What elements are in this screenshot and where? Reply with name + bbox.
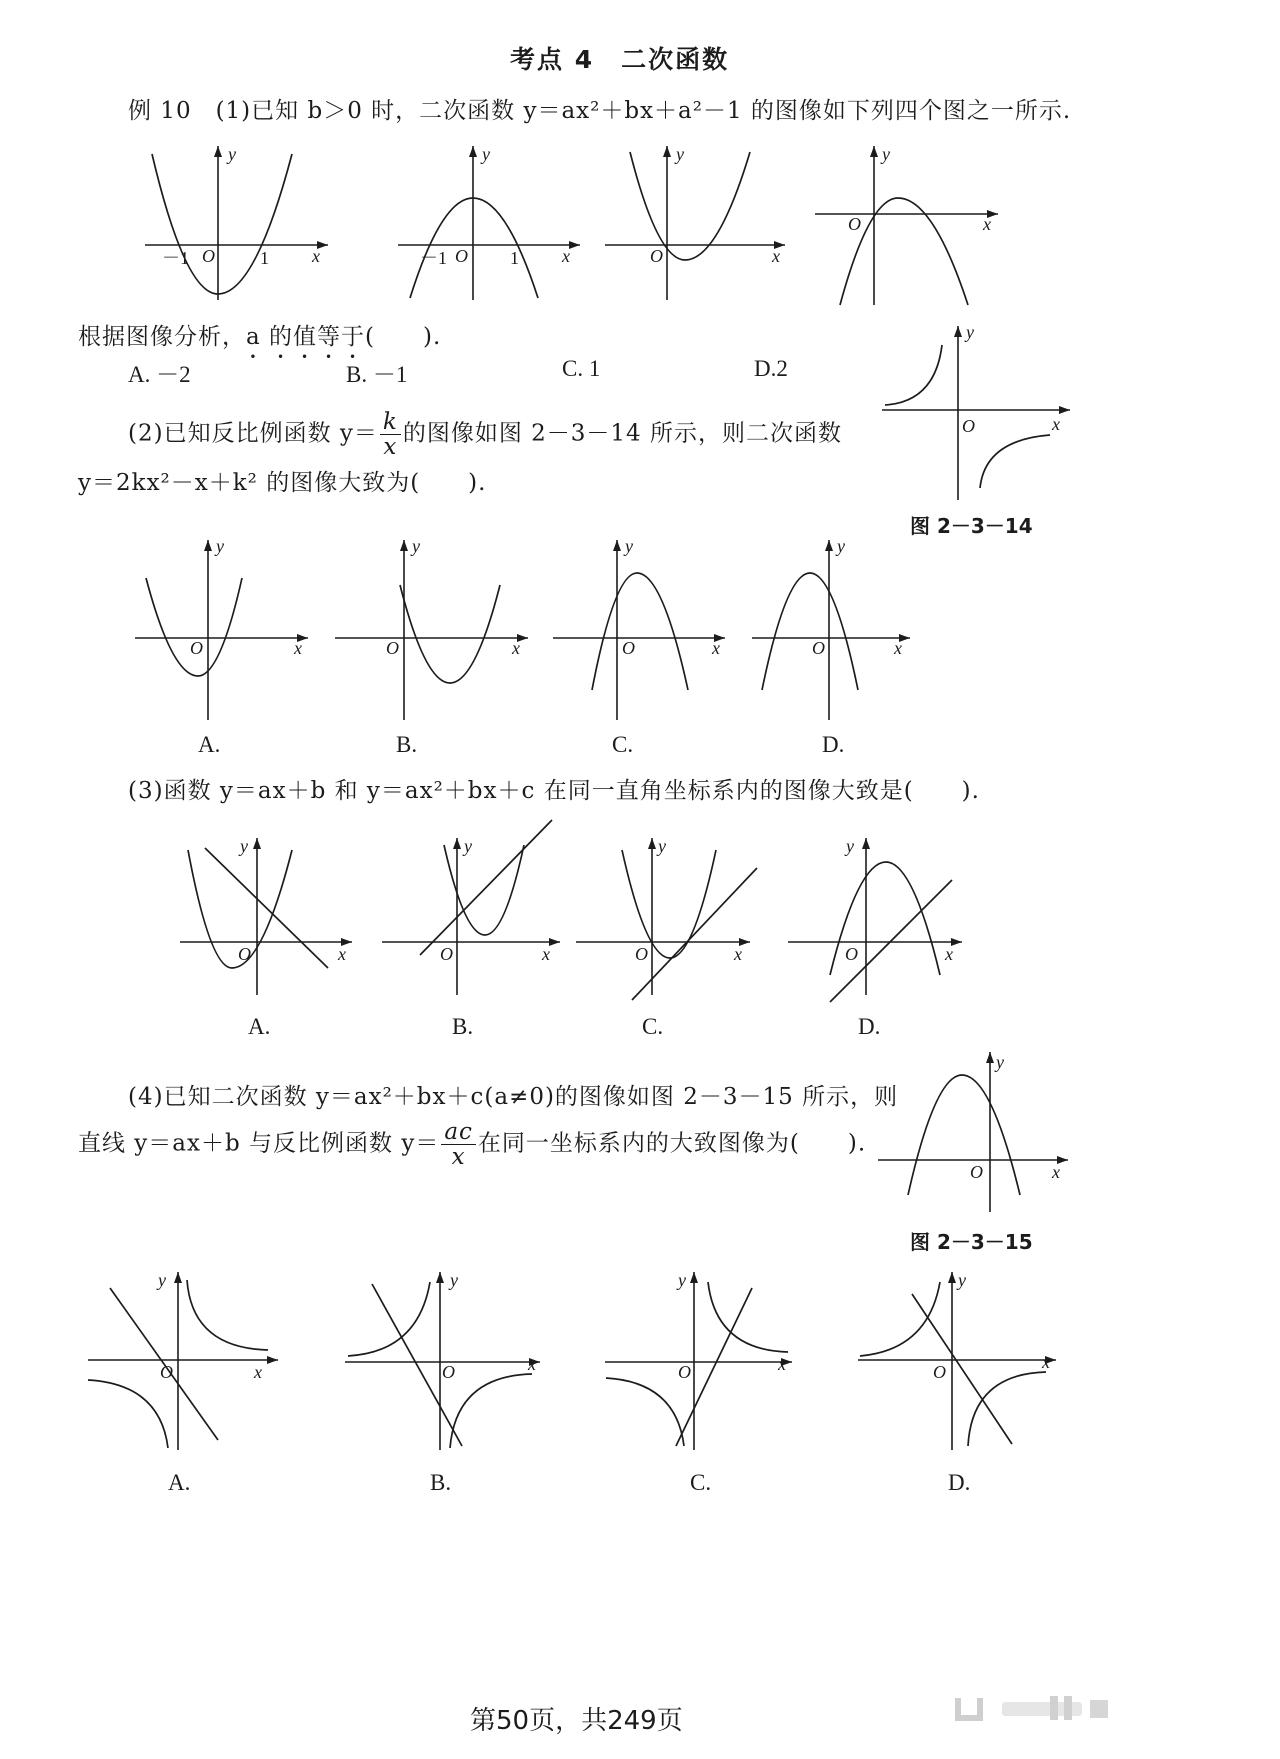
y-axis-label: y: [482, 144, 490, 164]
y-axis-label: y: [158, 1270, 166, 1290]
x-axis-label: x: [512, 638, 520, 658]
x-axis-label: x: [294, 638, 302, 658]
hyperbola-branch-3rd-quadrant: [88, 1380, 168, 1448]
y-axis-arrow: [214, 146, 222, 157]
q2-fraction-num: k: [380, 410, 401, 435]
x-axis-label: x: [734, 944, 742, 964]
q4-option-c[interactable]: C.: [690, 1470, 712, 1495]
y-axis-arrow: [174, 1272, 182, 1283]
y-axis-label: y: [678, 1270, 686, 1290]
line: [110, 1288, 218, 1440]
q1-graph-1: [145, 144, 328, 300]
parabola: [592, 573, 688, 690]
y-axis-arrow: [948, 1272, 956, 1283]
hyperbola-branch-4th-quadrant: [980, 435, 1050, 488]
origin-label: O: [160, 1362, 173, 1382]
q1-stem: 例 10 (1)已知 b＞0 时，二次函数 y＝ax²＋bx＋a²－1 的图像如下列四个图之一所示.: [128, 98, 1072, 124]
origin-label: O: [635, 944, 648, 964]
q2-option-b[interactable]: B.: [396, 732, 418, 757]
y-axis-arrow: [825, 540, 833, 551]
q4-option-a[interactable]: A.: [168, 1470, 191, 1495]
y-axis-label: y: [216, 536, 224, 556]
x-axis-label: x: [983, 214, 991, 234]
y-axis-arrow: [400, 540, 408, 551]
q2-line1-a: (2)已知反比例函数 y＝: [128, 420, 378, 447]
hyperbola-branch-2nd-quadrant: [348, 1282, 430, 1356]
parabola: [400, 585, 500, 683]
q1-option-d[interactable]: D.2: [754, 356, 788, 381]
y-axis-arrow: [204, 540, 212, 551]
hyperbola-branch-4th-quadrant: [968, 1372, 1046, 1446]
y-axis-label: y: [658, 836, 666, 856]
tick-neg-one: －1: [420, 248, 447, 268]
origin-label: O: [190, 638, 203, 658]
line: [632, 868, 757, 1000]
y-axis-arrow: [870, 146, 878, 157]
x-axis-label: x: [778, 1354, 786, 1374]
y-axis-label: y: [676, 144, 684, 164]
q1-graph-3: [605, 144, 785, 300]
x-axis-arrow: [1059, 406, 1070, 414]
hyperbola-branch-2nd-quadrant: [885, 345, 942, 405]
q2-line1-b: 的图像如图 2－3－14 所示，则二次函数: [402, 420, 842, 447]
y-axis-arrow: [862, 838, 870, 849]
page-footer: 第50页，共249页: [470, 1706, 683, 1736]
q1-graph-4: [815, 144, 998, 305]
y-axis-label: y: [412, 536, 420, 556]
x-axis-label: x: [312, 246, 320, 266]
origin-label: O: [845, 944, 858, 964]
tick-neg-one: －1: [162, 248, 189, 268]
origin-label: O: [442, 1362, 455, 1382]
q3-option-a-graph: [180, 836, 352, 995]
tick-one: 1: [510, 248, 519, 268]
x-axis-arrow: [569, 241, 580, 249]
q4-option-a-graph: [88, 1270, 278, 1450]
origin-label: O: [962, 416, 975, 436]
y-axis-arrow: [436, 1272, 444, 1283]
q1-option-c[interactable]: C. 1: [562, 356, 601, 381]
origin-label: O: [812, 638, 825, 658]
q1-graph-2: [398, 144, 580, 300]
q4-option-d[interactable]: D.: [948, 1470, 971, 1495]
figure-2-3-15-caption: 图 2－3－15: [910, 1230, 1033, 1254]
x-axis-label: x: [1052, 1162, 1060, 1182]
q3-option-b[interactable]: B.: [452, 1014, 474, 1039]
y-axis-arrow: [954, 326, 962, 337]
y-axis-label: y: [464, 836, 472, 856]
y-axis-label: y: [450, 1270, 458, 1290]
y-axis-arrow: [613, 540, 621, 551]
parabola: [908, 1075, 1020, 1195]
q3-option-b-graph: [382, 820, 560, 995]
x-axis-label: x: [254, 1362, 262, 1382]
y-axis-arrow: [648, 838, 656, 849]
origin-label: O: [238, 944, 251, 964]
origin-label: O: [386, 638, 399, 658]
q4-fraction-num: ac: [441, 1120, 476, 1145]
q4-option-c-graph: [605, 1270, 792, 1450]
hyperbola-branch-1st-quadrant: [187, 1280, 268, 1350]
q1-option-b[interactable]: B. －1: [346, 362, 408, 387]
y-axis-label: y: [958, 1270, 966, 1290]
y-axis-label: y: [228, 144, 236, 164]
q4-option-d-graph: [858, 1270, 1056, 1450]
q3-option-c[interactable]: C.: [642, 1014, 664, 1039]
x-axis-label: x: [338, 944, 346, 964]
line: [205, 848, 328, 968]
parabola: [146, 578, 242, 676]
q1-prompt-suffix: ( ).: [365, 324, 442, 350]
y-axis-arrow: [453, 838, 461, 849]
q2-line2: y＝2kx²－x＋k² 的图像大致为( ).: [78, 470, 487, 496]
x-axis-label: x: [562, 246, 570, 266]
figure-2-3-15: [878, 1052, 1068, 1212]
parabola: [152, 154, 292, 294]
y-axis-arrow: [690, 1272, 698, 1283]
page-title: 考点 4 二次函数: [510, 45, 730, 74]
origin-label: O: [622, 638, 635, 658]
q3-option-d-graph: [788, 836, 962, 1002]
tick-one: 1: [260, 248, 269, 268]
origin-label: O: [848, 214, 861, 234]
x-axis-arrow: [549, 938, 560, 946]
hyperbola-branch-3rd-quadrant: [606, 1378, 684, 1446]
x-axis-label: x: [945, 944, 953, 964]
y-axis-arrow: [663, 146, 671, 157]
x-axis-label: x: [1042, 1352, 1050, 1372]
line: [912, 1294, 1012, 1444]
x-axis-label: x: [528, 1354, 536, 1374]
q4-fraction-den: x: [451, 1144, 466, 1170]
q1-prompt-emphasis: a 的值等于: [246, 324, 366, 350]
x-axis-label: x: [772, 246, 780, 266]
x-axis-label: x: [1052, 414, 1060, 434]
origin-label: O: [455, 246, 468, 266]
q2-option-b-graph: [335, 536, 528, 720]
q2-option-c[interactable]: C.: [612, 732, 634, 757]
x-axis-label: x: [542, 944, 550, 964]
origin-label: O: [678, 1362, 691, 1382]
y-axis-label: y: [837, 536, 845, 556]
q3-option-c-graph: [576, 836, 757, 1000]
q4-line2-a: 直线 y＝ax＋b 与反比例函数 y＝: [78, 1130, 440, 1157]
q4-line1: (4)已知二次函数 y＝ax²＋bx＋c(a≠0)的图像如图 2－3－15 所示，则: [128, 1084, 899, 1110]
origin-label: O: [933, 1362, 946, 1382]
line: [830, 880, 952, 1002]
q3-option-d[interactable]: D.: [858, 1014, 881, 1039]
x-axis-label: x: [894, 638, 902, 658]
figure-2-3-14: [882, 322, 1070, 500]
y-axis-arrow: [253, 838, 261, 849]
y-axis-label: y: [966, 322, 974, 342]
q2-option-c-graph: [553, 536, 725, 720]
origin-label: O: [202, 246, 215, 266]
hyperbola-branch-1st-quadrant: [708, 1282, 788, 1352]
y-axis-label: y: [882, 144, 890, 164]
q4-option-b-graph: [345, 1270, 540, 1450]
y-axis-label: y: [846, 836, 854, 856]
q2-option-d[interactable]: D.: [822, 732, 845, 757]
figure-2-3-14-caption: 图 2－3－14: [910, 514, 1033, 538]
q4-option-b[interactable]: B.: [430, 1470, 452, 1495]
x-axis-label: x: [712, 638, 720, 658]
y-axis-label: y: [996, 1052, 1004, 1072]
origin-label: O: [650, 246, 663, 266]
origin-label: O: [970, 1162, 983, 1182]
x-axis-arrow: [267, 1356, 278, 1364]
y-axis-arrow: [469, 146, 477, 157]
y-axis-arrow: [986, 1052, 994, 1063]
q4-line2-b: 在同一坐标系内的大致图像为( ).: [477, 1130, 867, 1157]
hyperbola-branch-4th-quadrant: [450, 1374, 532, 1448]
parabola: [762, 573, 858, 690]
q1-option-a[interactable]: A. －2: [128, 362, 191, 387]
origin-label: O: [440, 944, 453, 964]
y-axis-label: y: [625, 536, 633, 556]
q3-stem: (3)函数 y＝ax＋b 和 y＝ax²＋bx＋c 在同一直角坐标系内的图像大致是( ).: [128, 778, 980, 804]
q2-option-a[interactable]: A.: [198, 732, 221, 757]
q2-fraction-den: x: [383, 434, 398, 460]
parabola: [630, 152, 750, 260]
q1-prompt-prefix: 根据图像分析，: [78, 324, 246, 350]
y-axis-label: y: [240, 836, 248, 856]
q2-option-d-graph: [752, 536, 910, 720]
q3-option-a[interactable]: A.: [248, 1014, 271, 1039]
q2-option-a-graph: [135, 536, 308, 720]
